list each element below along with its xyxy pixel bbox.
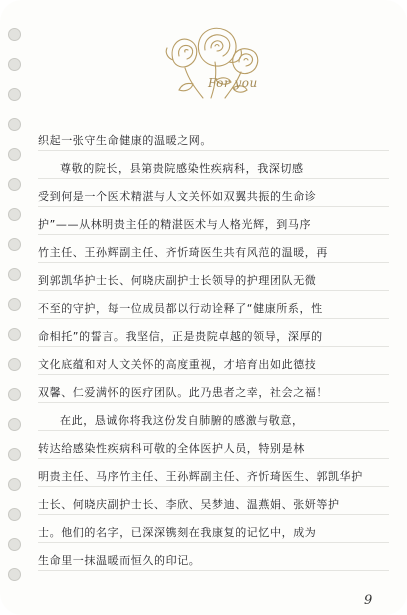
binder-hole (8, 568, 21, 581)
ruled-line (38, 178, 389, 179)
binder-hole (8, 328, 21, 341)
letter-line: 竹主任、王孙辉副主任、齐忻琦医生共有风范的温暖，再 (38, 246, 328, 259)
binder-hole (8, 538, 21, 551)
binder-hole (8, 418, 21, 431)
letter-line: 不至的守护，每一位成员都以行动诠释了“健康所系，性 (38, 302, 323, 315)
letter-line: 士长、何晓庆副护士长、李欣、吴梦迪、温燕娟、张妍等护 (38, 498, 340, 511)
ruled-line (38, 206, 389, 207)
letter-line: 命相托”的誓言。我坚信，正是贵院卓越的领导，深厚的 (38, 330, 323, 343)
binder-holes (0, 0, 30, 615)
binder-hole (8, 58, 21, 71)
rose-illustration-icon (145, 22, 270, 102)
ruled-line (38, 430, 389, 431)
ruled-line (38, 542, 389, 543)
letter-body (38, 129, 389, 579)
binder-hole (8, 238, 21, 251)
binder-hole (8, 508, 21, 521)
page-number: 9 (364, 593, 373, 608)
ruled-line (38, 262, 389, 263)
letter-line: 尊敬的院长，县第贵院感染性疾病科，我深切感 (60, 162, 304, 175)
binder-hole (8, 208, 21, 221)
ruled-line (38, 514, 389, 515)
letter-line: 生命里一抹温暖而恒久的印记。 (38, 554, 201, 567)
binder-hole (8, 118, 21, 131)
ruled-line (38, 318, 389, 319)
binder-hole (8, 448, 21, 461)
ruled-line (38, 234, 389, 235)
card-greeting: For you (208, 76, 258, 90)
letter-line: 文化底蕴和对人文关怀的高度重视，才培育出如此德技 (38, 358, 317, 371)
letter-line: 士。他们的名字，已深深镌刻在我康复的记忆中，成为 (38, 526, 317, 539)
binder-hole (8, 478, 21, 491)
letter-line: 在此，恳诚你将我这份发自肺腑的感激与敬意， (60, 414, 304, 427)
letter-line: 护”——从林明贵主任的精湛医术与人格光辉，到马序 (38, 218, 312, 231)
letter-line: 明贵主任、马序竹主任、王孙辉副主任、齐忻琦医生、郭凯华护 (38, 470, 363, 483)
binder-hole (8, 358, 21, 371)
ruled-line (38, 150, 389, 151)
ruled-line (38, 458, 389, 459)
ruled-line (38, 486, 389, 487)
binder-hole (8, 388, 21, 401)
letter-line: 双馨、仁爱满怀的医疗团队。此乃患者之幸，社会之福！ (38, 386, 328, 399)
binder-hole (8, 298, 21, 311)
binder-hole (8, 88, 21, 101)
letter-line: 到郭凯华护士长、何晓庆副护士长领导的护理团队无微 (38, 274, 317, 287)
letter-line: 织起一张守生命健康的温暖之网。 (38, 134, 212, 147)
binder-hole (8, 268, 21, 281)
ruled-line (38, 290, 389, 291)
ruled-line (38, 402, 389, 403)
binder-hole (8, 178, 21, 191)
ruled-line (38, 374, 389, 375)
binder-hole (8, 28, 21, 41)
binder-hole (8, 148, 21, 161)
ruled-line (38, 346, 389, 347)
letter-line: 转达给感染性疾病科可敬的全体医护人员，特别是林 (38, 442, 305, 455)
ruled-line (38, 570, 389, 571)
letter-line: 受到何是一个医术精湛与人文关怀如双翼共振的生命诊 (38, 190, 317, 203)
